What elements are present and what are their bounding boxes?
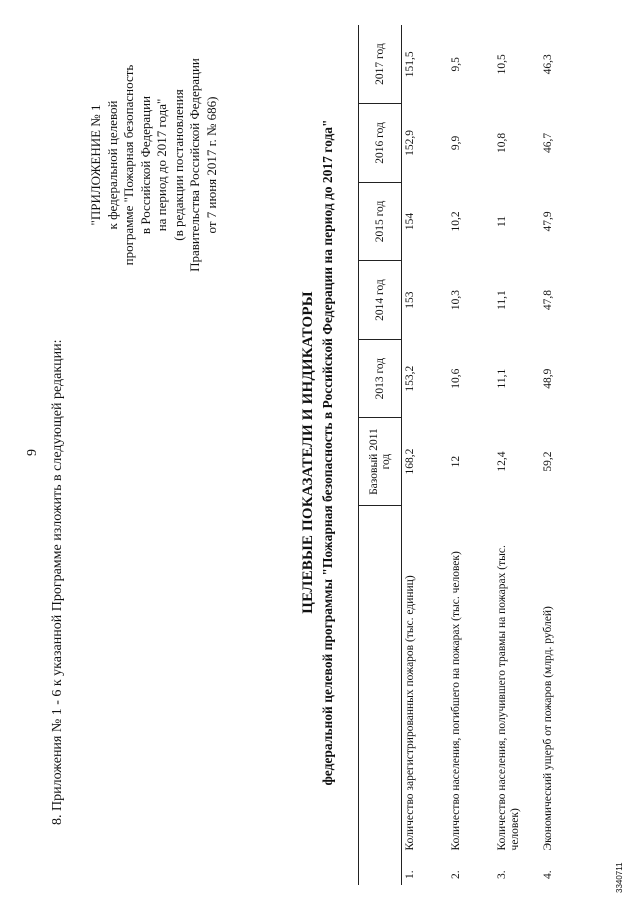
sub-title: федеральной целевой программы "Пожарная безопасность в Российской Федерации на период до 2017 года" — [320, 119, 335, 786]
table-header-row — [359, 25, 402, 885]
header-year-2014: 2014 год — [359, 261, 402, 340]
row-index: 4. — [542, 870, 554, 879]
row-value: 59,2 — [542, 451, 554, 472]
row-value: 10,6 — [450, 368, 462, 389]
row-index: 1. — [404, 870, 416, 879]
row-value: 10,2 — [450, 211, 462, 232]
header-index-cell — [359, 854, 402, 885]
table-row — [402, 25, 449, 885]
row-value: 9,5 — [450, 57, 462, 72]
row-value: 12,4 — [496, 451, 508, 472]
header-year-2016: 2016 год — [359, 104, 402, 183]
document-stamp: 3340711 — [615, 862, 624, 893]
indicator-table — [358, 25, 586, 885]
row-value: 152,9 — [404, 129, 416, 156]
appendix-note-line: на период до 2017 года" — [154, 98, 169, 232]
row-value: 10,5 — [496, 54, 508, 75]
appendix-note-line: Правительства Российской Федерации — [187, 58, 202, 272]
row-value: 46,3 — [542, 54, 554, 75]
page-number: 9 — [25, 449, 40, 456]
row-value: 9,9 — [450, 135, 462, 151]
row-value: 154 — [404, 212, 416, 231]
table-row — [448, 25, 494, 885]
row-index: 2. — [450, 870, 462, 879]
row-value: 151,5 — [404, 51, 416, 78]
row-value: 46,7 — [542, 132, 554, 153]
row-value: 10,8 — [496, 132, 508, 153]
row-value: 168,2 — [404, 448, 416, 475]
row-indicator-name: Количество населения, получившего травмы на пожарах (тыс. человек) — [496, 545, 521, 851]
header-year-2017: 2017 год — [359, 25, 402, 104]
appendix-note-line: (в редакции постановления — [170, 89, 186, 241]
main-title: ЦЕЛЕВЫЕ ПОКАЗАТЕЛИ И ИНДИКАТОРЫ — [300, 291, 316, 614]
row-value: 11,1 — [496, 368, 508, 389]
appendix-note-line: "ПРИЛОЖЕНИЕ № 1 — [88, 104, 103, 226]
row-value: 153,2 — [404, 365, 416, 392]
appendix-note-line: программе "Пожарная безопасность — [121, 64, 136, 266]
row-value: 11,1 — [496, 290, 508, 310]
table-row — [540, 25, 586, 885]
header-year-2013: 2013 год — [359, 339, 402, 418]
appendix-note-line: от 7 июня 2017 г. № 686) — [203, 96, 219, 234]
row-value: 12 — [450, 455, 462, 468]
appendix-note-line: к федеральной целевой — [104, 100, 120, 230]
row-value: 11 — [496, 215, 508, 228]
row-index: 3. — [496, 870, 508, 879]
appendix-note — [88, 15, 220, 315]
header-name-cell — [359, 505, 402, 854]
appendix-note-line: в Российской Федерации — [137, 95, 153, 235]
header-year-2015: 2015 год — [359, 182, 402, 261]
row-value: 10,3 — [450, 290, 462, 311]
row-indicator-name: Экономический ущерб от пожаров (млрд. рублей) — [542, 606, 554, 851]
intro-text: 8. Приложения № 1 - 6 к указанной Программе изложить в следующей редакции: — [50, 339, 65, 825]
row-value: 48,9 — [542, 368, 554, 389]
row-indicator-name: Количество зарегистрированных пожаров (тыс. единиц) — [404, 575, 416, 851]
row-value: 153 — [404, 291, 416, 309]
row-value: 47,9 — [542, 211, 554, 232]
row-indicator-name: Количество населения, погибшего на пожарах (тыс. человек) — [450, 551, 462, 851]
table-row — [494, 25, 540, 885]
header-base-year: Базовый 2011 год — [359, 418, 402, 505]
row-value: 47,8 — [542, 290, 554, 311]
